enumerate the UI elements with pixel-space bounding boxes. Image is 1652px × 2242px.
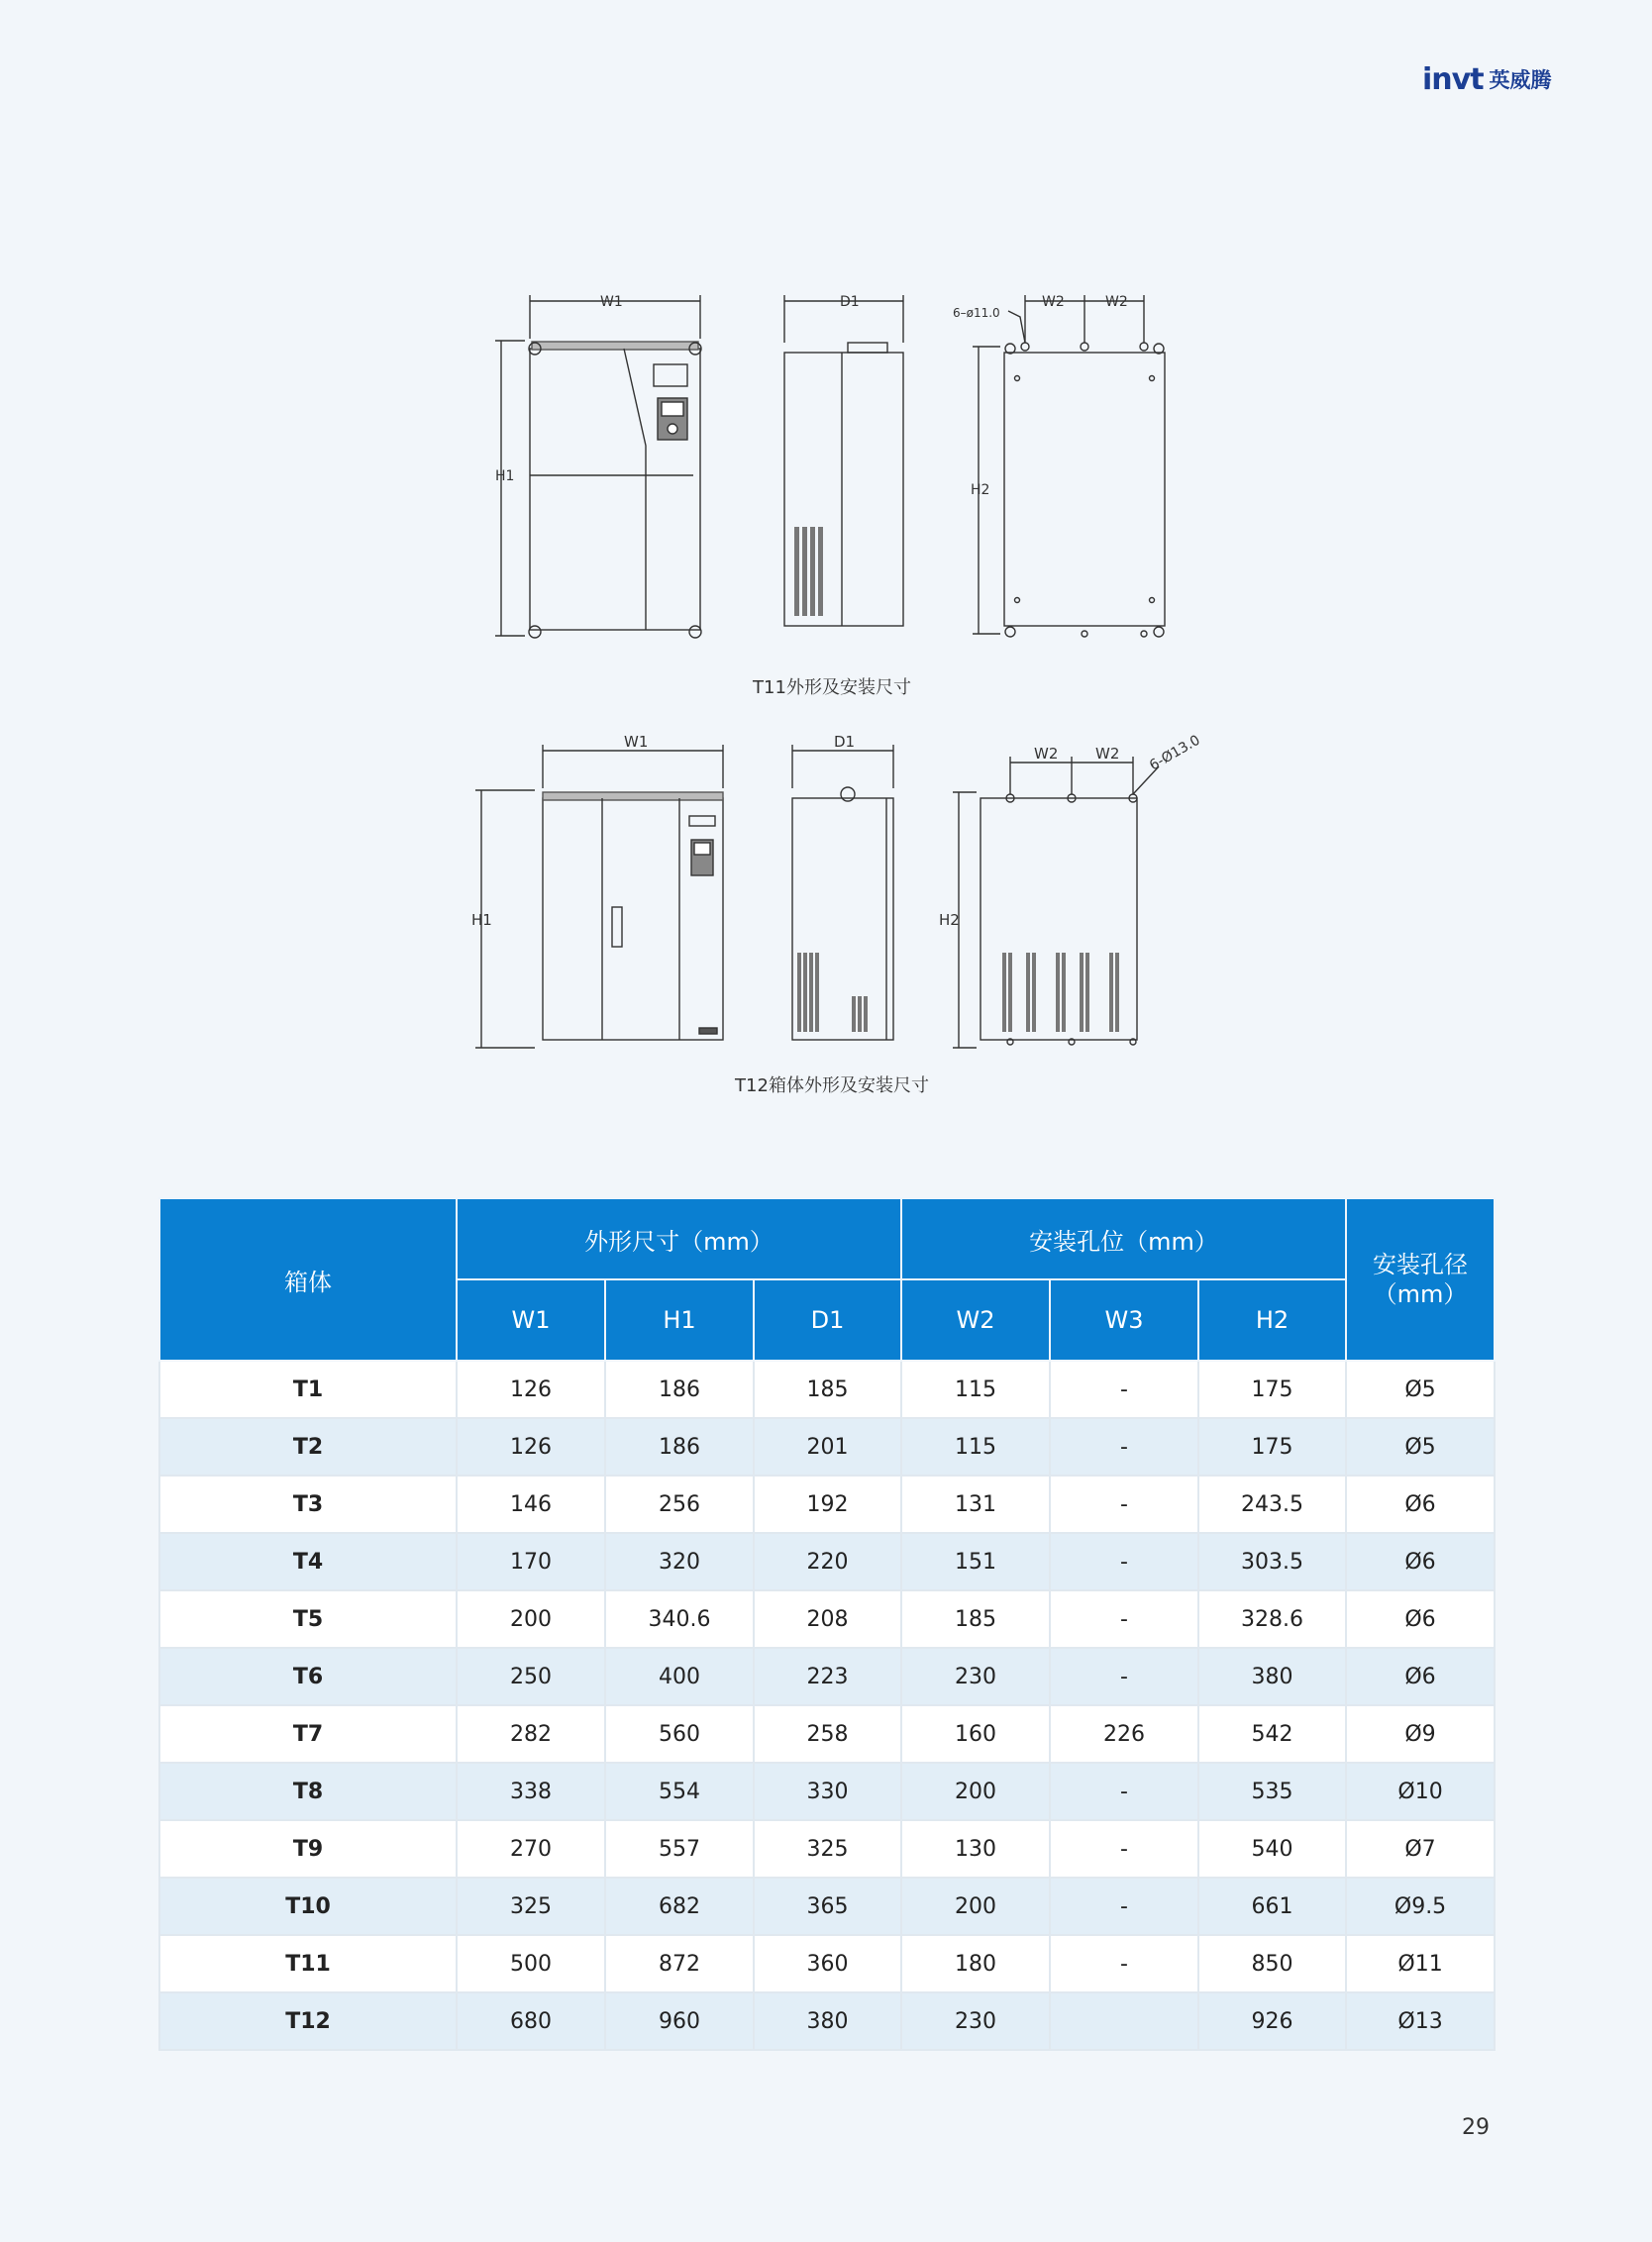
t11-d1-label: D1 — [840, 294, 860, 310]
cell-h2: 243.5 — [1198, 1476, 1346, 1533]
header-h1: H1 — [605, 1279, 754, 1361]
cell-hole: Ø9 — [1346, 1705, 1495, 1763]
cell-w3: - — [1050, 1763, 1198, 1820]
cell-box: T3 — [159, 1476, 457, 1533]
cell-w2: 160 — [901, 1705, 1050, 1763]
header-mount-position: 安装孔位（mm） — [901, 1198, 1346, 1279]
cell-h2: 661 — [1198, 1878, 1346, 1935]
header-w3: W3 — [1050, 1279, 1198, 1361]
cell-hole: Ø6 — [1346, 1476, 1495, 1533]
header-hole-diameter: 安装孔径（mm） — [1346, 1198, 1495, 1361]
header-d1: D1 — [754, 1279, 901, 1361]
t11-back-body — [1004, 353, 1165, 626]
header-h2: H2 — [1198, 1279, 1346, 1361]
cell-d1: 192 — [754, 1476, 901, 1533]
cell-box: T11 — [159, 1935, 457, 1992]
cell-h1: 960 — [605, 1992, 754, 2050]
header-w1: W1 — [457, 1279, 605, 1361]
cell-h1: 557 — [605, 1820, 754, 1878]
t11-w2a-label: W2 — [1042, 294, 1065, 310]
cell-w3: - — [1050, 1590, 1198, 1648]
cell-h2: 175 — [1198, 1361, 1346, 1418]
table-row — [159, 1992, 1495, 2050]
cell-d1: 365 — [754, 1878, 901, 1935]
cell-box: T12 — [159, 1992, 457, 2050]
t11-w1-label: W1 — [600, 294, 623, 310]
brand-logo — [1422, 61, 1552, 97]
cell-box: T8 — [159, 1763, 457, 1820]
cell-w3: - — [1050, 1820, 1198, 1878]
cell-w2: 130 — [901, 1820, 1050, 1878]
cell-d1: 258 — [754, 1705, 901, 1763]
t11-top-vent — [532, 342, 698, 350]
cell-w2: 115 — [901, 1418, 1050, 1476]
cell-d1: 380 — [754, 1992, 901, 2050]
cell-w1: 680 — [457, 1992, 605, 2050]
cell-h2: 850 — [1198, 1935, 1346, 1992]
cell-h1: 554 — [605, 1763, 754, 1820]
cell-h1: 320 — [605, 1533, 754, 1590]
cell-hole: Ø6 — [1346, 1590, 1495, 1648]
cell-hole: Ø6 — [1346, 1533, 1495, 1590]
t12-dimension-drawing — [465, 733, 1218, 1060]
cell-d1: 185 — [754, 1361, 901, 1418]
cell-w3: - — [1050, 1418, 1198, 1476]
cell-d1: 330 — [754, 1763, 901, 1820]
cell-h2: 542 — [1198, 1705, 1346, 1763]
logo-cn-text: 英威腾 — [1489, 68, 1552, 92]
table-row — [159, 1763, 1495, 1820]
cell-w3: - — [1050, 1648, 1198, 1705]
cell-w2: 115 — [901, 1361, 1050, 1418]
cell-d1: 325 — [754, 1820, 901, 1878]
cell-box: T9 — [159, 1820, 457, 1878]
table-row — [159, 1935, 1495, 1992]
cell-box: T1 — [159, 1361, 457, 1418]
cell-h1: 186 — [605, 1418, 754, 1476]
cell-w1: 200 — [457, 1590, 605, 1648]
t12-w1-label: W1 — [624, 733, 649, 751]
table-row — [159, 1418, 1495, 1476]
t11-caption: T11外形及安装尺寸 — [753, 677, 911, 698]
cell-h2: 328.6 — [1198, 1590, 1346, 1648]
cell-w2: 200 — [901, 1878, 1050, 1935]
t12-hole-label: 6-Ø13.0 — [1147, 733, 1203, 774]
cell-w2: 230 — [901, 1648, 1050, 1705]
table-row — [159, 1476, 1495, 1533]
cell-w3: - — [1050, 1476, 1198, 1533]
cell-h2: 535 — [1198, 1763, 1346, 1820]
t12-front-body — [543, 798, 723, 1040]
cell-w1: 282 — [457, 1705, 605, 1763]
cell-hole: Ø10 — [1346, 1763, 1495, 1820]
cell-h1: 186 — [605, 1361, 754, 1418]
table-row — [159, 1533, 1495, 1590]
t11-dimension-drawing — [485, 287, 1198, 654]
cell-h2: 380 — [1198, 1648, 1346, 1705]
cell-box: T4 — [159, 1533, 457, 1590]
t11-front-body — [530, 349, 700, 630]
t12-w2a-label: W2 — [1034, 745, 1059, 763]
cell-box: T5 — [159, 1590, 457, 1648]
cell-box: T6 — [159, 1648, 457, 1705]
cell-h1: 682 — [605, 1878, 754, 1935]
dimension-spec-table — [158, 1197, 1496, 2051]
cell-w3: - — [1050, 1361, 1198, 1418]
cell-w3: - — [1050, 1878, 1198, 1935]
header-w2: W2 — [901, 1279, 1050, 1361]
header-outer-size: 外形尺寸（mm） — [457, 1198, 901, 1279]
t12-d1-label: D1 — [834, 733, 856, 751]
cell-w2: 185 — [901, 1590, 1050, 1648]
cell-w1: 146 — [457, 1476, 605, 1533]
cell-d1: 220 — [754, 1533, 901, 1590]
cell-w1: 170 — [457, 1533, 605, 1590]
cell-w1: 325 — [457, 1878, 605, 1935]
table-row — [159, 1590, 1495, 1648]
cell-w2: 131 — [901, 1476, 1050, 1533]
cell-h1: 400 — [605, 1648, 754, 1705]
t11-h2-label: H2 — [971, 482, 990, 498]
cell-hole: Ø5 — [1346, 1361, 1495, 1418]
cell-w1: 500 — [457, 1935, 605, 1992]
header-box: 箱体 — [159, 1198, 457, 1361]
cell-h2: 540 — [1198, 1820, 1346, 1878]
cell-hole: Ø5 — [1346, 1418, 1495, 1476]
page-number: 29 — [1462, 2115, 1490, 2140]
cell-w3: - — [1050, 1935, 1198, 1992]
cell-box: T2 — [159, 1418, 457, 1476]
cell-box: T7 — [159, 1705, 457, 1763]
t12-h1-label: H1 — [471, 911, 492, 929]
cell-h2: 175 — [1198, 1418, 1346, 1476]
cell-hole: Ø7 — [1346, 1820, 1495, 1878]
cell-h1: 340.6 — [605, 1590, 754, 1648]
cell-hole: Ø6 — [1346, 1648, 1495, 1705]
cell-h1: 560 — [605, 1705, 754, 1763]
t11-w2b-label: W2 — [1105, 294, 1128, 310]
cell-d1: 201 — [754, 1418, 901, 1476]
cell-box: T10 — [159, 1878, 457, 1935]
t12-side-body — [792, 798, 893, 1040]
cell-w3: 226 — [1050, 1705, 1198, 1763]
table-row — [159, 1705, 1495, 1763]
cell-h2: 303.5 — [1198, 1533, 1346, 1590]
cell-d1: 223 — [754, 1648, 901, 1705]
t11-h1-label: H1 — [495, 468, 515, 484]
cell-h2: 926 — [1198, 1992, 1346, 2050]
cell-w3 — [1050, 1992, 1198, 2050]
cell-w2: 200 — [901, 1763, 1050, 1820]
cell-d1: 360 — [754, 1935, 901, 1992]
cell-w2: 230 — [901, 1992, 1050, 2050]
cell-w1: 338 — [457, 1763, 605, 1820]
table-row — [159, 1820, 1495, 1878]
cell-hole: Ø9.5 — [1346, 1878, 1495, 1935]
t12-h2-label: H2 — [939, 911, 960, 929]
cell-h1: 872 — [605, 1935, 754, 1992]
cell-w2: 180 — [901, 1935, 1050, 1992]
t11-hole-label: 6–ø11.0 — [953, 306, 1000, 320]
t12-w2b-label: W2 — [1095, 745, 1120, 763]
table-row — [159, 1361, 1495, 1418]
t12-caption: T12箱体外形及安装尺寸 — [735, 1075, 929, 1096]
cell-hole: Ø13 — [1346, 1992, 1495, 2050]
cell-h1: 256 — [605, 1476, 754, 1533]
cell-w3: - — [1050, 1533, 1198, 1590]
cell-w1: 250 — [457, 1648, 605, 1705]
cell-d1: 208 — [754, 1590, 901, 1648]
cell-w1: 126 — [457, 1418, 605, 1476]
logo-mark: invt — [1422, 61, 1484, 97]
cell-w1: 270 — [457, 1820, 605, 1878]
spec-table-body — [159, 1361, 1495, 2050]
cell-w2: 151 — [901, 1533, 1050, 1590]
table-row — [159, 1648, 1495, 1705]
table-row — [159, 1878, 1495, 1935]
cell-hole: Ø11 — [1346, 1935, 1495, 1992]
cell-w1: 126 — [457, 1361, 605, 1418]
